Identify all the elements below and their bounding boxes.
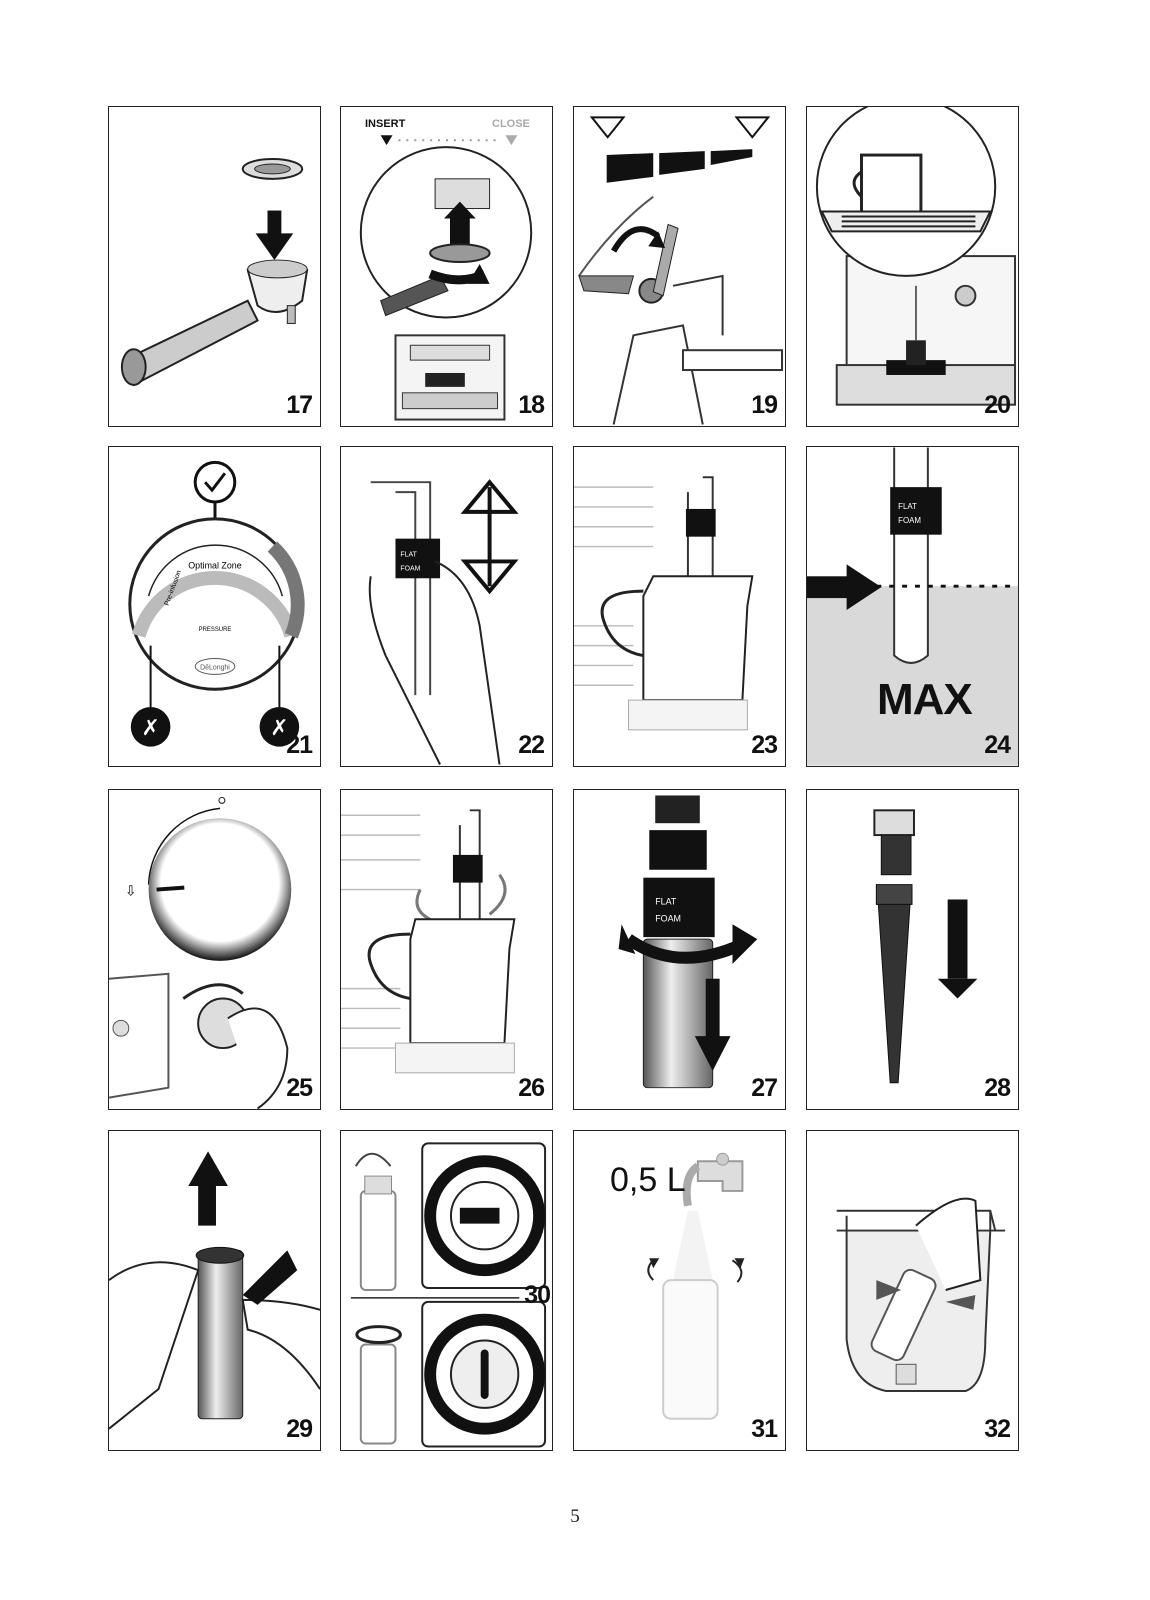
figure-number: 26 <box>518 1074 544 1102</box>
gauge-optimal-label: Optimal Zone <box>188 560 242 571</box>
figure-26 <box>340 789 553 1110</box>
figure-32 <box>806 1130 1019 1451</box>
milk-jug-steaming-illustration <box>341 790 552 1109</box>
steam-wand-sleeve-adjust-illustration <box>341 447 552 766</box>
figure-number: 18 <box>518 391 544 419</box>
figure-number: 31 <box>751 1415 777 1443</box>
water-volume-label: 0,5 L <box>610 1161 686 1199</box>
clean-nozzle-hole-illustration <box>109 1131 320 1450</box>
insert-label: INSERT <box>365 118 406 130</box>
figure-31 <box>573 1130 786 1451</box>
cup-on-drip-tray-illustration <box>807 107 1018 426</box>
figure-number: 22 <box>518 731 544 759</box>
figure-28 <box>806 789 1019 1110</box>
figure-number: 27 <box>751 1074 777 1102</box>
milk-jug-under-wand-illustration <box>574 447 785 766</box>
figure-number: 25 <box>286 1074 312 1102</box>
portafilter-filter-insert-illustration <box>109 107 320 426</box>
steam-knob-turn-illustration <box>109 790 320 1109</box>
detach-nozzle-illustration <box>807 790 1018 1109</box>
wrong-icon: ✗ <box>270 715 289 741</box>
figure-22 <box>340 446 553 767</box>
gauge-brand-label: DēLonghi <box>200 664 230 672</box>
lever-grind-level-illustration <box>574 107 785 426</box>
figure-27 <box>573 789 786 1110</box>
figure-25 <box>108 789 321 1110</box>
sleeve-foam-label: FOAM <box>400 565 421 573</box>
figure-18 <box>340 106 553 427</box>
page-number: 5 <box>570 1506 580 1527</box>
figure-number: 32 <box>984 1415 1010 1443</box>
water-filter-date-illustration <box>341 1131 552 1450</box>
gauge-preinfusion-label: Pre-infusion <box>163 569 183 607</box>
figure-29 <box>108 1130 321 1451</box>
sleeve-foam-label: FOAM <box>655 913 681 924</box>
figure-number: 21 <box>286 731 312 759</box>
sleeve-flat-label: FLAT <box>898 501 917 511</box>
insert-filter-in-tank-illustration <box>807 1131 1018 1450</box>
figure-24 <box>806 446 1019 767</box>
steam-icon: ⇩ <box>124 883 137 900</box>
figure-20 <box>806 106 1019 427</box>
figure-number: 29 <box>286 1415 312 1443</box>
figure-30 <box>340 1130 553 1451</box>
figure-number: 24 <box>984 731 1010 759</box>
figure-23 <box>573 446 786 767</box>
figure-number: 28 <box>984 1074 1010 1102</box>
remove-sleeve-illustration <box>574 790 785 1109</box>
gauge-pressure-label: PRESSURE <box>198 626 232 633</box>
figure-19 <box>573 106 786 427</box>
sleeve-flat-label: FLAT <box>400 551 417 559</box>
pressure-gauge-illustration <box>109 447 320 766</box>
figure-17 <box>108 106 321 427</box>
figure-number: 20 <box>984 391 1010 419</box>
figure-21 <box>108 446 321 767</box>
figure-number: 17 <box>286 391 312 419</box>
sleeve-flat-label: FLAT <box>655 896 677 907</box>
figure-number: 30 <box>524 1281 550 1309</box>
figure-number: 19 <box>751 391 777 419</box>
portafilter-insert-close-illustration <box>341 107 552 426</box>
wrong-icon: ✗ <box>141 715 160 741</box>
max-label: MAX <box>877 675 972 724</box>
close-label: CLOSE <box>492 118 530 130</box>
figure-number: 23 <box>751 731 777 759</box>
sleeve-foam-label: FOAM <box>898 515 921 525</box>
